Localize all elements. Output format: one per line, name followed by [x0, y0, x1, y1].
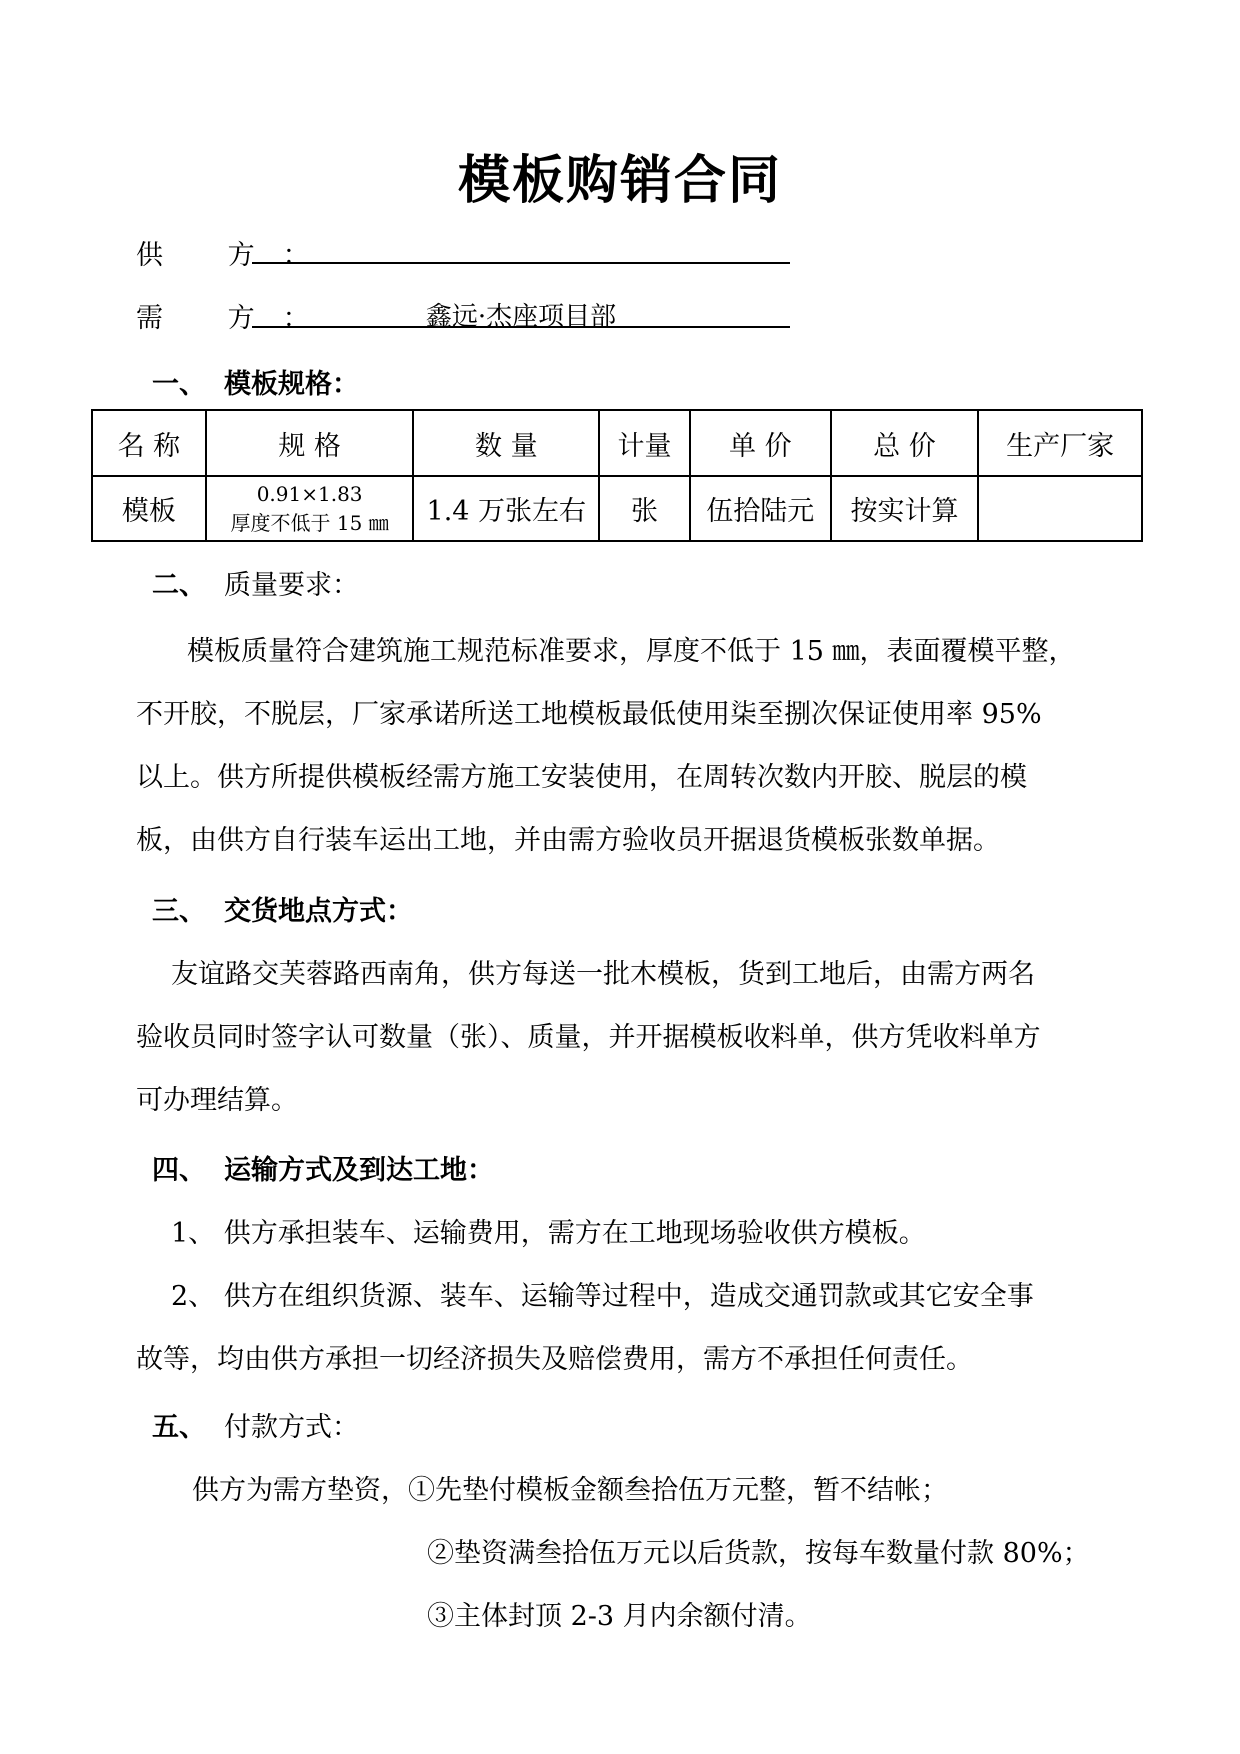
section-2-heading: [152, 563, 359, 602]
document-title: 模板购销合同: [457, 151, 782, 211]
header-quantity: 数 量: [413, 410, 599, 476]
section-4-line: 故等，均由供方承担一切经济损失及赔偿费用，需方不承担任何责任。: [136, 1344, 973, 1375]
cell-manufacturer: [978, 476, 1142, 541]
section-3-line: 可办理结算。: [136, 1085, 298, 1116]
table-header-row: [92, 410, 1142, 476]
section-4-number: 四、: [152, 1155, 206, 1186]
section-5-title: 付款方式：: [224, 1412, 359, 1443]
section-3-title: 交货地点方式：: [224, 896, 413, 927]
section-3-heading: [152, 889, 413, 928]
cell-spec-line2: 厚度不低于 15 ㎜: [230, 510, 389, 535]
buyer-label: 需 方：: [136, 303, 338, 334]
section-4-line: 2、 供方在组织货源、装车、运输等过程中，造成交通罚款或其它安全事: [171, 1281, 1034, 1312]
section-1-number: 一、: [152, 369, 206, 400]
section-4-heading: [152, 1148, 494, 1187]
section-3-line: 验收员同时签字认可数量（张）、质量，并开据模板收料单，供方凭收料单方: [136, 1022, 1041, 1053]
header-manufacturer: 生产厂家: [978, 410, 1142, 476]
header-total-price: 总 价: [831, 410, 979, 476]
supplier-underline: [252, 232, 790, 264]
section-2-line: 以上。供方所提供模板经需方施工安装使用，在周转次数内开胶、脱层的模: [136, 762, 1027, 793]
section-5-heading: [152, 1405, 359, 1444]
cell-unit: 张: [599, 476, 690, 541]
header-unit-price: 单 价: [690, 410, 831, 476]
section-4-line: 1、 供方承担装车、运输费用，需方在工地现场验收供方模板。: [171, 1218, 926, 1249]
section-2-line: 板，由供方自行装车运出工地，并由需方验收员开据退货模板张数单据。: [136, 825, 1000, 856]
section-5-line: ②垫资满叁拾伍万元以后货款，按每车数量付款 80%；: [427, 1538, 1090, 1569]
section-3-line: 友谊路交芙蓉路西南角，供方每送一批木模板，货到工地后，由需方两名: [171, 959, 1035, 990]
cell-total-price: 按实计算: [831, 476, 979, 541]
cell-spec: [206, 476, 414, 541]
cell-name: 模板: [92, 476, 206, 541]
section-4-title: 运输方式及到达工地：: [224, 1155, 494, 1186]
buyer-value: 鑫远·杰座项目部: [425, 302, 617, 332]
section-1-title: 模板规格：: [224, 369, 359, 400]
header-unit: 计量: [599, 410, 690, 476]
header-spec: 规 格: [206, 410, 414, 476]
section-5-line: 供方为需方垫资，①先垫付模板金额叁拾伍万元整，暂不结帐；: [192, 1475, 948, 1506]
header-name: 名 称: [92, 410, 206, 476]
section-2-line: 不开胶，不脱层，厂家承诺所送工地模板最低使用柒至捌次保证使用率 95%: [136, 699, 1042, 730]
section-2-line: 模板质量符合建筑施工规范标准要求，厚度不低于 15 ㎜，表面覆模平整，: [187, 636, 1076, 667]
section-2-title: 质量要求：: [224, 570, 359, 601]
cell-unit-price: 伍拾陆元: [690, 476, 831, 541]
section-2-number: 二、: [152, 570, 206, 601]
section-5-number: 五、: [152, 1412, 206, 1443]
supplier-label: 供 方：: [136, 240, 338, 271]
spec-table: [91, 409, 1143, 542]
section-1-heading: [152, 362, 359, 401]
section-3-number: 三、: [152, 896, 206, 927]
cell-spec-line1: 0.91×1.83: [256, 481, 363, 506]
section-5-line: ③主体封顶 2-3 月内余额付清。: [427, 1601, 812, 1632]
cell-quantity: 1.4 万张左右: [413, 476, 599, 541]
table-row: [92, 476, 1142, 541]
